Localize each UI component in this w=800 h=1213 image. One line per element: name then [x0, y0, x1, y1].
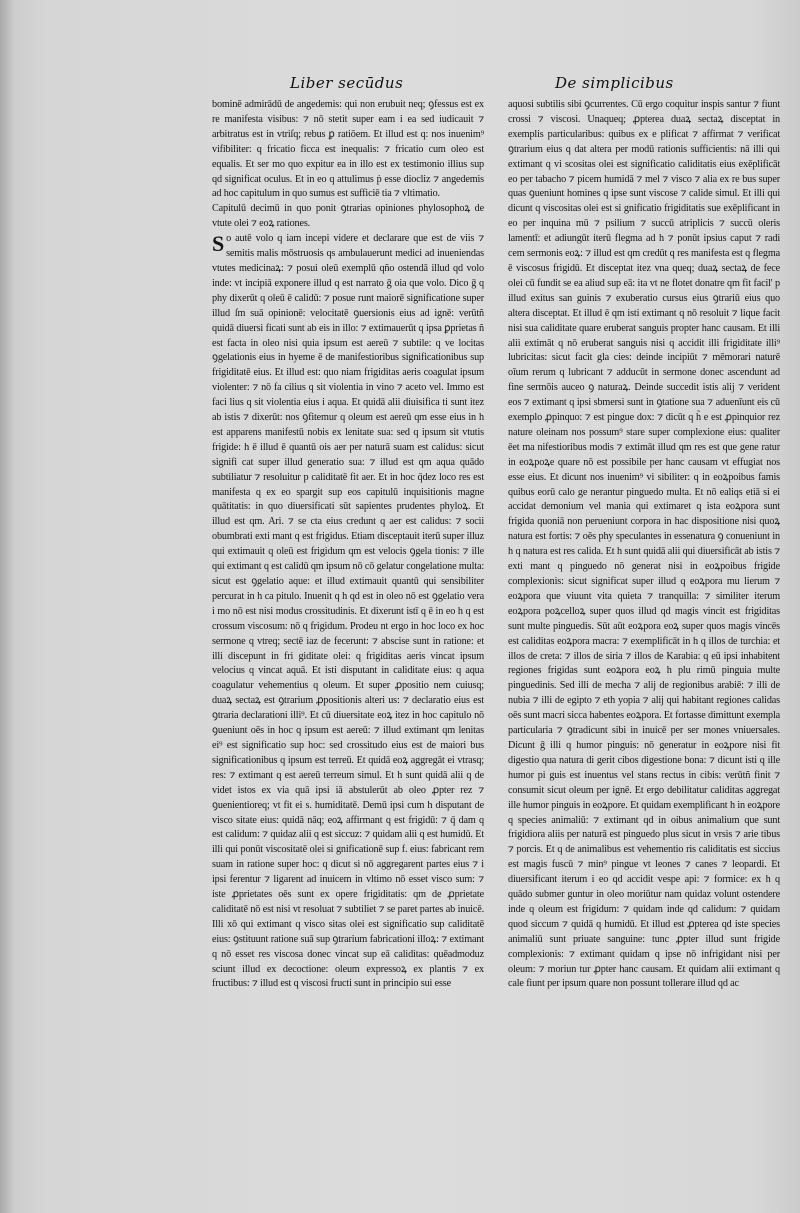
- running-head-left: Liber secūdus: [290, 74, 404, 92]
- right-paragraph-1: aquosi subtilis sibi ꝯcurrentes. Cū ergo coquitur inspis santur ⁊ fiunt crossi ⁊ viscosi. Unaqueq; ꝓpterea duaꝝ sectaꝝ disceptat in exemplis particularibus: quibus ex e plificat ⁊ affirmat ⁊ verificat ꝯtrarium eius q dat altera per modū rationis sufficientis: nā illi qui extimant q vi scositas olei est significatio caliditatis eius exēplificāt eo per tabacho ⁊ picem humidā ⁊ mel ⁊ visco ⁊ alia ex re bus super quas ꝯueniunt homines q ipse sunt viscose ⁊ calide simul. Et illi qui dicunt q viscositas olei est si gnificatio frigiditatis sue exēplificant in eo per inquina mū ⁊ psilium ⁊ succū atriplicis ⁊ succū oleris lamentī: et adiungūt iterū flegma ad h ⁊ ponūt ipsius caput ⁊ radi cem sermonis eoꝝ: ⁊ illud est qm credūt q res manifesta est q flegma ē viscosus frigidū. Et disceptat itez vna queq; duaꝝ sectaꝝ de fece olei cū fundit se ea aliud sup eā: ita vt ne flotet donatre qm fit facil' p illud exitus san guinis ⁊ exuberatio cursus eius ꝯtrariū eius quo altera disceptat. Et illud ē qm isti extimant q nō resoluit ⁊ lique facit nisi sua caliditate quare eruberat sanguis propter hanc causam. Et illi alii extimāt q nō eruberat sanguis nisi q accidit illi frigiditate illi⁹ lubricitas: sicut facit gla cies: deinde incipiūt ⁊ mēmorari naturē oīum rerum q lubricant ⁊ adducūt in sermone donec ascendunt ad fine sermōis auceo ꝯ naturaꝝ. Deinde succedit istis alij ⁊ verident eos ⁊ extimant q ipsi sbmersi sunt in ꝯtatione sua ⁊ aduenīunt eis cū exemplo ꝓpinquo: ⁊ est pingue dox: ⁊ dicūt q h̃ e est ꝓpinquior rez nature oleinam nos possum⁹ stare super complexione eius: qualiter ēet ma nifestioribus modis ⁊ extimāt illud qm res est que gene ratur in eoꝝpoꝝe quare nō est possibile per hanc causam vt effugiat nos esse eius. Et dicunt nos inuenim⁹ vi sibiliter: q in eoꝝpoibus famis quibus eorū calo ge nerantur pinguedo multa. Et nō ealiqs etiā si ei accidat demonium vel mania qui extimaret q ista eoꝝpora sunt frigida quoniā non perueniunt corpora in hac dispositione nisi quoꝝ natura est fortis: ⁊ oēs phy speculantes in essenatura ꝯ conueniunt in h q natura est res calida. Et h sunt quidā alii qui diuersificāt ab istis ⁊ exti mant q pinguedo nō generat nisi in eoꝝpoibus frigide complexionis: sicut significat super illud q eoꝝpora mu lierum ⁊ eoꝝpora que viuunt vita quieta ⁊ tranquilla: ⁊ similiter iterum eoꝝpora poꝝcelloꝝ super quos illud qd magis vincit est frigiditas sunt multe pinguedis. Sūt aūt eoꝝpora eoꝝ super quos magis vincēs est caliditas eoꝝpora macra: ⁊ exemplificāt in h q illos de turchia: et illos de creta: ⁊ illos de siria ⁊ illos de Karabia: q eū ipsi inhabitent regiones frigidas sunt eoꝝpora eoꝝ h plu rimū pinguia multe pinguedinis. Sed illi de mecha ⁊ alij de regionibus arabiē: ⁊ illi de nubia ⁊ illi de egipto ⁊ eth yopia ⁊ alij qui habitant regiones calidas oēs sunt macri sicca habentes eoꝝpora. Et fortasse dimittunt exempla particularia ⁊ ꝯtradicunt sibi in inuicē per ser mones vniuersales. Dicunt ḡ illi q humor pinguis: nō generatur in eoꝝpore nisi fit digestio qua natura di gerit cibos digestione bona: ⁊ dicunt isti q ille humor pi guis est inuentus vel stans rectus in cibis: verūtñ finit ⁊ consumit sicut oleum per ignē. Et ergo debilitatur caliditas aggregat ille humor pinguis in eoꝝpore. Et quidam exemplificant h in eoꝝpore q species animaliū: ⁊ extimant qd in oibus animalium que sunt frigidiora aliis per naturā est pinguedo plus sicut in vrsis ⁊ arie tibus ⁊ porcis. Et q de animalibus est vehementio ris caliditatis est siccius est magis fuscū ⁊ min⁹ pingue vt leones ⁊ canes ⁊ leopardi. Et diuersificant iterum i eo qd accidit vespe api: ⁊ formice: ex h q quādo submer guntur in oleo moriūtur nam quidaz volunt ostendere inde q oleum est frigidum: ⁊ quidam inde qd calidum: ⁊ quidam quod siccum ⁊ quidā q humidū. Et illud est ꝓpterea qd iste species animaliū sunt priuate sanguine: tunc ꝓpter illud sunt frigide complexionis: ⁊ extimant quidam q ipse nō infrigidant nisi per oleum: ⁊ moriun tur ꝓpter hanc causam. Et quidam alii extimant q cale fiunt per ipsum quare non possunt tollerare illud qd ac: [508, 99, 780, 990]
- left-paragraph-1: bominē admirādū de angedemis: qui non erubuit neq; ꝯfessus est ex re manifesta visibus: ⁊ nō stetit super eam i ea sed iudicauit ⁊ arbitratus est in vtriſq; rebus ꝑ ratiōem. Et illud est q: nos inuenim⁹ vifibiliter: q fricatio ficca est inequalis: ⁊ fricatio cum oleo est equalis. Et ser mo quo expitur ea in illo est ex testimonio illius sup qd significat oculus. Et in eo q attulimus ṗ esse diocliz ⁊ angedemis ad hoc capitulum in quo sumus est sufficiē tia ⁊ vltimatio.: [212, 99, 484, 200]
- left-paragraph-2-text: o autē volo q iam incepi videre et declarare que est de viis ⁊ semitis malis mōstruosis qs ambulauerunt medici ad inueniendas vtutes medicinaꝝ: ⁊ posui oleū exemplū qño ostendā illud qd volo inde: vt incipiā exponere illud q est narrato ḡ oia que volo. Dico ḡ q phy dixerūt q oleū ē calidū: ⁊ posue runt maiorē significatione super illud ſm suā opinionē: velocitatē ꝯuersionis eius ad ignē: verūtñ quidā diuersi ficati sunt ab eis in illo: ⁊ extimauerūt q ipsa ꝑprietas ñ est facta in oleo nisi quia ipsum est aereū ⁊ subtile: q ve locitas ꝯgelationis eius in hyeme ē de manifestioribus significationibus sup frigiditatē eius. Et illud est: quo niam frigiditas aeris coagulat ipsum violenter: ⁊ nō fa cilius q sit violentia in vino ⁊ aceto vel. Immo est faci lius q sit violentia eius i aqua. Et quidā alii diuisifica ti sunt itez ab istis ⁊ dixerūt: nos ꝯfitemur q oleum est aereū qm esse eius in h est apparens manifestū nobis ex lenitate sua: sed q ipsum sit vtutis frigide: h ē illud ē quantū ois aer per naturā suam est calidus: sicut signifi cat super illud generatio sua: ⁊ illud est qm aqua quādo subtiliatur ⁊ resoluitur p caliditatē fit aer. Et in hoc q̄dez loco res est manifesta q ex eo spargit sup eos capitulū inquisitionis magne quātitatis: in quo diuersificati sūt sapientes prudentes phyloꝝ. Et illud est qm. Ari. ⁊ se cta eius credunt q aer est calidus: ⁊ socii obumbrati exti mant q est frigidus. Etiam disceptauit iterū super illuz qui extimauit q oleū est frigidum qm est velocis ꝯgela tionis: ⁊ ille qui extimant q est calidū qm ipsum nō cō gelatur congelatione multa: sicut est ꝯgelatio aque: et illud extimauit quantū qui sensibiliter percurat in h ca pitulo. Inuenit q h qd est in oleo nō est ꝯgelatio vera i mo nō est nisi modus crossitudinis. Et dixerunt istī q ē in eo h q est crossum viscosum: nō q frigidum. Prodeu nt ergo in hoc loco ex hoc sermone q vtreq; sectē iaz de fecerunt: ⁊ abscise sunt in ratione: et illi discepunt in fri giditate olei: q frigiditas aeris vincat ipsum velocius q vincat aquā. Et isti disputant in caliditate eius: q aqua coagulatur vehementius q oleum. Et super ꝓpositio nem cuiusq; duaꝝ sectaꝝ est ꝯtrarium ꝓpositionis alteri us: ⁊ declaratio eius est ꝯtraria declarationi illi⁹. Et cū diuersitate eoꝝ itez in hoc capitulo nō ꝯueniunt oēs in hoc q ipsum est aereū: ⁊ illud extimant qm lenitas ei⁹ est significatio sup hoc: sed crossitudo eius est de maiori bus significationibus q ipsum est terreū. Et quidā eoꝝ aggregāt ei vtrasq; res: ⁊ extimant q est aereū terreum simul. Et h sunt quidā alii q de videt istos ex via quā ipsi iā abstulerūt ab oleo ꝓpter rez ⁊ ꝯuenientioreq; vt fit ei s. humiditatē. Demū ipsi cum h disputant de visco sitate eius: quidā nāq; eoꝝ affirmant q est frigidū: ⁊ q̄ dam q est calidum: ⁊ quidaz alii q est siccuz: ⁊ quidam alii q est humidū. Et illi qui ponūt viscositatē olei si gnificationē sup f. eius: fabricant rem suam in ratione super hoc: q dicut si nō aggregarent partes eius ⁊ i ipsi ferentur ⁊ ligarent ad inuicem in vltimo nō esset visco sum: ⁊ iste ꝓprietates oēs sunt ex opere frigiditatis: qm de ꝓprietate caliditatē nō est nisi vt resoluat ⁊ subtiliet ⁊ se paret partes ab inuicē. Illi xō qui extimant q visco sitas olei est significatio sup caliditatē eius: ꝯstituunt ratione suā sup ꝯtrarium fabricationi illoꝝ: ⁊ extimant q nō esset res viscosa donec vincat sup eā caliditas: quēadmoduz sciunt illud ex decoctione: oleum expressoꝝ ex plantis ⁊ ex fructibus: ⁊ illud est q viscosi fructi sunt in principio sui esse: [212, 233, 484, 990]
- left-paragraph-2: [212, 232, 484, 992]
- running-head-right: De simplicibus: [555, 74, 674, 92]
- gutter-shadow: [0, 0, 14, 1213]
- right-text-column: [508, 98, 780, 992]
- left-text-column: [212, 98, 484, 992]
- chapter-title: [212, 202, 484, 232]
- chapter-title-text: Capitulū decimū in quo ponit ꝯtrarias opiniones phylosophoꝝ de vtute olei ⁊ eoꝝ rationes.: [212, 203, 484, 230]
- drop-initial: S: [212, 231, 225, 257]
